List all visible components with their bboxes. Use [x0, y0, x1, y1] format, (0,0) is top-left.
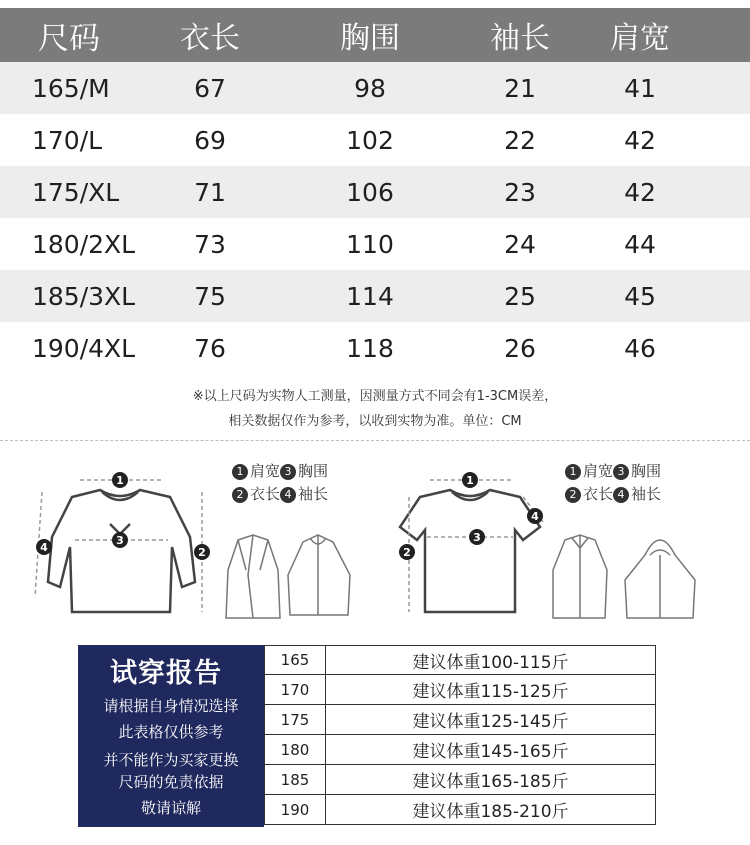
cell-size: 180/2XL — [32, 229, 136, 259]
tshirt-diagram-icon — [395, 462, 555, 622]
fitting-report-panel — [78, 645, 264, 827]
marker-3: 3 — [473, 531, 481, 544]
table-row — [0, 62, 750, 114]
legend-num-3: 3 — [613, 464, 629, 480]
measurement-note-line2: 相关数据仅作为参考，以收到实物为准。单位：CM — [228, 414, 522, 429]
table-row — [264, 675, 656, 705]
legend-length: 衣长 — [250, 485, 281, 503]
legend-num-4: 4 — [613, 487, 629, 503]
cell-shoulder: 42 — [624, 177, 656, 207]
legend-shoulder: 肩宽 — [583, 462, 614, 480]
table-row — [264, 735, 656, 765]
weight-text: 建议体重145-165斤 — [412, 742, 569, 762]
report-line: 尺码的免责依据 — [118, 773, 224, 791]
legend-chest: 胸围 — [298, 462, 329, 480]
legend-num-2: 2 — [565, 487, 581, 503]
cell-size: 165/M — [32, 73, 110, 103]
legend-num-4: 4 — [280, 487, 296, 503]
weight-table — [264, 645, 656, 825]
report-line: 敬请谅解 — [140, 799, 201, 817]
table-row — [264, 705, 656, 735]
jacket-sketch-icon — [218, 530, 363, 625]
cell-chest: 106 — [346, 177, 394, 207]
marker-4: 4 — [531, 510, 539, 523]
cell-shoulder: 44 — [624, 229, 656, 259]
header-size: 尺码 — [38, 20, 100, 57]
header-shoulder: 肩宽 — [610, 21, 670, 56]
cell-length: 69 — [194, 125, 226, 155]
legend-length: 衣长 — [583, 485, 614, 503]
cell-sleeve: 24 — [504, 229, 536, 259]
marker-1: 1 — [116, 474, 124, 487]
table-row — [264, 765, 656, 795]
report-title: 试穿报告 — [110, 658, 222, 689]
size-table — [0, 8, 750, 374]
sweater-diagram-icon — [30, 462, 220, 622]
legend-num-2: 2 — [232, 487, 248, 503]
header-sleeve: 袖长 — [490, 21, 550, 56]
cell-length: 75 — [194, 281, 226, 311]
cell-sleeve: 25 — [504, 281, 536, 311]
table-row — [264, 645, 656, 675]
legend-sleeve: 袖长 — [298, 485, 329, 503]
legend-sleeve: 袖长 — [631, 485, 662, 503]
table-row — [0, 166, 750, 218]
marker-2: 2 — [403, 546, 411, 559]
cell-length: 71 — [194, 177, 226, 207]
report-line: 此表格仅供参考 — [118, 723, 224, 741]
legend-num-1: 1 — [232, 464, 248, 480]
cell-shoulder: 42 — [624, 125, 656, 155]
weight-text: 建议体重100-115斤 — [412, 652, 569, 673]
cell-length: 76 — [194, 333, 226, 363]
weight-size: 175 — [265, 705, 326, 734]
weight-size: 190 — [265, 795, 326, 824]
cell-sleeve: 23 — [504, 177, 536, 207]
cell-shoulder: 41 — [624, 73, 656, 103]
cell-chest: 110 — [346, 229, 394, 259]
weight-size: 170 — [265, 675, 326, 704]
cell-chest: 98 — [354, 73, 386, 103]
cell-length: 73 — [194, 229, 226, 259]
legend-shoulder: 肩宽 — [250, 462, 281, 480]
weight-size: 180 — [265, 735, 326, 764]
weight-text: 建议体重165-185斤 — [412, 772, 569, 792]
cell-shoulder: 46 — [624, 333, 656, 363]
cell-size: 170/L — [32, 125, 103, 155]
table-row — [264, 795, 656, 825]
weight-text: 建议体重115-125斤 — [412, 682, 569, 702]
table-row — [0, 270, 750, 322]
marker-4: 4 — [40, 541, 48, 554]
report-line: 并不能作为买家更换 — [103, 751, 239, 769]
report-line: 请根据自身情况选择 — [103, 697, 239, 715]
cell-chest: 102 — [346, 125, 394, 155]
cell-size: 175/XL — [32, 177, 120, 207]
measurement-note-line1: ※以上尺码为实物人工测量，因测量方式不同会有1-3CM误差， — [192, 389, 558, 404]
cell-length: 67 — [194, 73, 226, 103]
cell-sleeve: 21 — [504, 73, 536, 103]
cell-size: 185/3XL — [32, 281, 136, 311]
cell-sleeve: 22 — [504, 125, 536, 155]
legend-left — [232, 460, 328, 506]
legend-right — [565, 460, 661, 506]
weight-size: 165 — [265, 646, 326, 674]
cell-size: 190/4XL — [32, 333, 136, 363]
size-table-header — [0, 8, 750, 62]
weight-size: 185 — [265, 765, 326, 794]
table-row — [0, 322, 750, 374]
cell-chest: 114 — [346, 281, 394, 311]
table-row — [0, 114, 750, 166]
legend-num-1: 1 — [565, 464, 581, 480]
marker-3: 3 — [116, 534, 124, 547]
marker-1: 1 — [466, 474, 474, 487]
header-length: 衣长 — [180, 21, 240, 56]
weight-text: 建议体重125-145斤 — [412, 712, 569, 732]
weight-text: 建议体重185-210斤 — [412, 802, 569, 822]
cell-shoulder: 45 — [624, 281, 656, 311]
header-chest: 胸围 — [340, 21, 400, 56]
divider — [0, 440, 750, 441]
shirt-hoodie-sketch-icon — [545, 530, 705, 625]
legend-num-3: 3 — [280, 464, 296, 480]
table-row — [0, 218, 750, 270]
legend-chest: 胸围 — [631, 462, 662, 480]
cell-chest: 118 — [346, 333, 394, 363]
marker-2: 2 — [198, 546, 206, 559]
cell-sleeve: 26 — [504, 333, 536, 363]
